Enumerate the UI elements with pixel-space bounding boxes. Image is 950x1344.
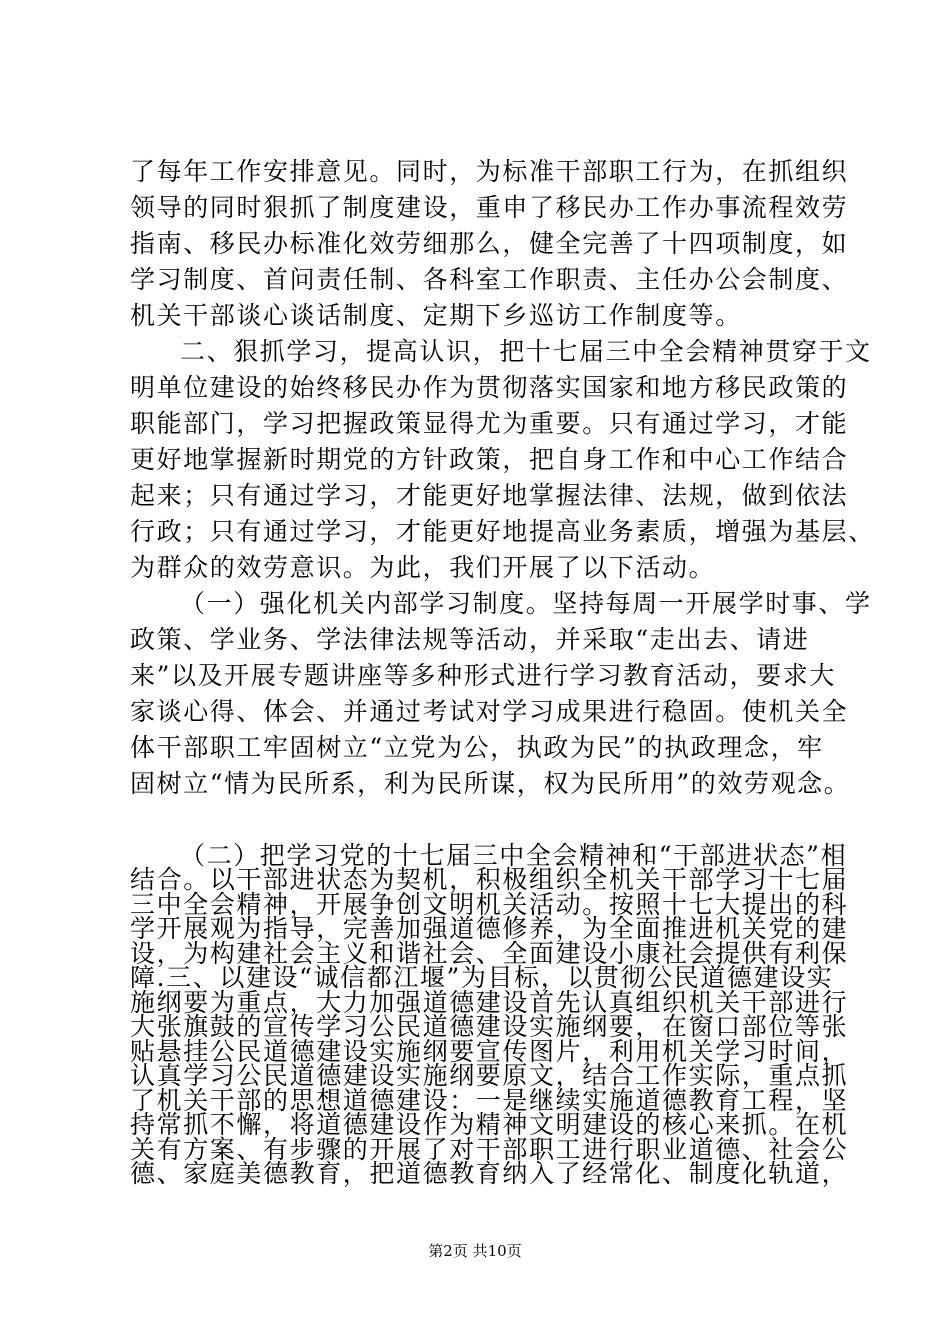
- text-line: 了每年工作安排意见。同时，为标准干部职工行为，在抓组织: [130, 157, 849, 186]
- text-line: 持常抓不懈，将道德建设作为精神文明建设的核心来抓。在机: [130, 1110, 849, 1140]
- text-line: 更好地掌握新时期党的方针政策，把自身工作和中心工作结合: [130, 445, 849, 474]
- text-line: 起来；只有通过学习，才能更好地掌握法律、法规，做到依法: [130, 481, 849, 510]
- text-line: 来”以及开展专题讲座等多种形式进行学习教育活动，要求大: [130, 661, 836, 690]
- text-line: 了机关干部的思想道德建设：一是继续实施道德教育工程，坚: [130, 1085, 849, 1115]
- text-line: 领导的同时狠抓了制度建设，重申了移民办工作办事流程效劳: [130, 193, 849, 222]
- text-line: 行政；只有通过学习，才能更好地提高业务素质，增强为基层、: [130, 517, 875, 546]
- text-line: 认真学习公民道德建设实施纲要原文，结合工作实际，重点抓: [130, 1061, 849, 1091]
- text-line: 大张旗鼓的宣传学习公民道德建设实施纲要，在窗口部位等张: [130, 1012, 849, 1042]
- text-line: 德、家庭美德教育，把道德教育纳入了经常化、制度化轨道，: [130, 1159, 849, 1188]
- text-line: 障.三、以建设“诚信都江堰”为目标，以贯彻公民道德建设实: [130, 963, 834, 993]
- page-number-footer: 第2页 共10页: [428, 1242, 522, 1260]
- text-line: 关有方案、有步骤的开展了对干部职工进行职业道德、社会公: [130, 1134, 849, 1164]
- text-line: 施纲要为重点，大力加强道德建设首先认真组织机关干部进行: [130, 987, 849, 1017]
- paragraph-heading: （一）强化机关内部学习制度。坚持每周一开展学时事、学: [180, 589, 872, 618]
- paragraph-heading: （二）把学习党的十七届三中全会精神和“干部进状态”相: [180, 841, 848, 870]
- text-line: 机关干部谈心谈话制度、定期下乡巡访工作制度等。: [130, 301, 742, 330]
- text-line: 设，为构建社会主义和谐社会、全面建设小康社会提供有利保: [130, 938, 849, 968]
- text-line: 职能部门，学习把握政策显得尤为重要。只有通过学习，才能: [130, 409, 849, 438]
- text-line: 结合。以干部进状态为契机，积极组织全机关干部学习十七届: [130, 865, 849, 895]
- text-line: 明单位建设的始终移民办作为贯彻落实国家和地方移民政策的: [130, 373, 849, 402]
- text-line: 贴悬挂公民道德建设实施纲要宣传图片，利用机关学习时间，: [130, 1036, 849, 1066]
- text-line: 三中全会精神，开展争创文明机关活动。按照十七大提出的科: [130, 889, 849, 919]
- text-line: 体干部职工牢固树立“立党为公，执政为民”的执政理念，牢: [130, 733, 824, 762]
- text-line: 固树立“情为民所系，利为民所谋，权为民所用”的效劳观念。: [130, 769, 851, 798]
- text-line: 家谈心得、体会、并通过考试对学习成果进行稳固。使机关全: [130, 697, 849, 726]
- text-line: 政策、学业务、学法律法规等活动，并采取“走出去、请进: [130, 625, 810, 654]
- text-line: 学习制度、首问责任制、各科室工作职责、主任办公会制度、: [130, 265, 849, 294]
- text-line: 指南、移民办标准化效劳细那么，健全完善了十四项制度，如: [130, 229, 849, 258]
- text-line: 学开展观为指导，完善加强道德修养，为全面推进机关党的建: [130, 914, 849, 944]
- text-line: 为群众的效劳意识。为此，我们开展了以下活动。: [130, 553, 716, 582]
- paragraph-heading: 二、狠抓学习，提高认识，把十七届三中全会精神贯穿于文: [180, 337, 872, 366]
